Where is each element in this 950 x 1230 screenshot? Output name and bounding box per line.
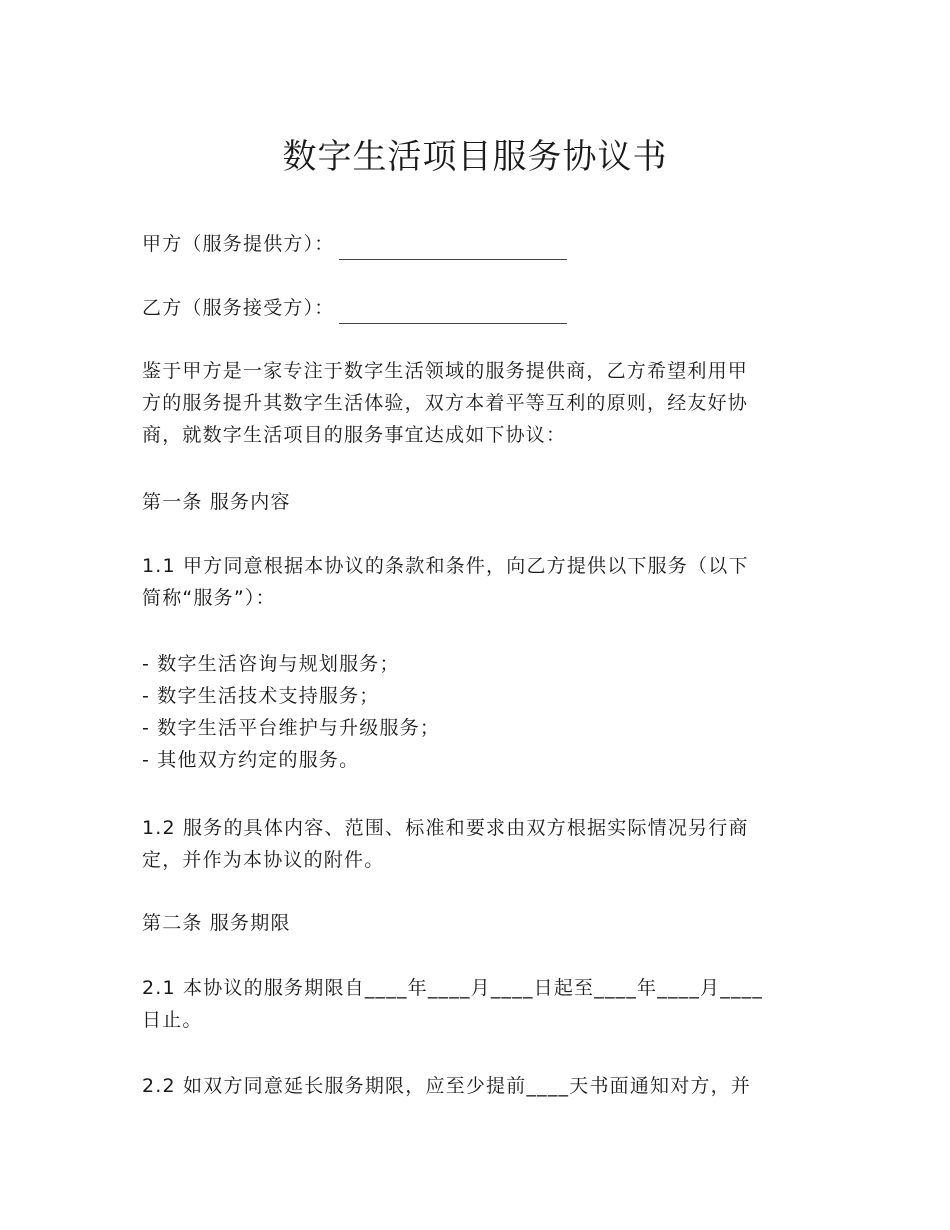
list-item: - 数字生活技术支持服务； bbox=[142, 685, 380, 707]
clause-line: 1.2 服务的具体内容、范围、标准和要求由双方根据实际情况另行商 bbox=[142, 817, 749, 839]
party-b-label: 乙方（服务接受方）： bbox=[142, 297, 335, 319]
clause-1-2 bbox=[142, 812, 802, 876]
document-title: 数字生活项目服务协议书 bbox=[282, 137, 668, 177]
party-b-blank bbox=[339, 301, 567, 324]
clause-line: 2.2 如双方同意延长服务期限，应至少提前____天书面通知对方，并 bbox=[142, 1075, 752, 1097]
clause-line: 定，并作为本协议的附件。 bbox=[142, 849, 385, 871]
clause-line: 日止。 bbox=[142, 1009, 203, 1031]
preamble-line: 商，就数字生活项目的服务事宜达成如下协议： bbox=[142, 424, 567, 446]
article-2-heading: 第二条 服务期限 bbox=[142, 912, 291, 934]
services-list bbox=[142, 648, 802, 776]
preamble-line: 方的服务提升其数字生活体验，双方本着平等互利的原则，经友好协 bbox=[142, 392, 749, 414]
list-item: - 数字生活平台维护与升级服务； bbox=[142, 717, 441, 739]
party-b-line bbox=[142, 292, 802, 324]
clause-line: 简称“服务”）： bbox=[142, 587, 276, 609]
party-a-blank bbox=[339, 237, 567, 260]
clause-line: 2.1 本协议的服务期限自____年____月____日起至____年____月____ bbox=[142, 977, 764, 999]
clause-1-1 bbox=[142, 550, 802, 614]
clause-2-1 bbox=[142, 972, 802, 1036]
list-item: - 其他双方约定的服务。 bbox=[142, 749, 360, 771]
clause-2-2 bbox=[142, 1070, 802, 1102]
preamble-line: 鉴于甲方是一家专注于数字生活领域的服务提供商，乙方希望利用甲 bbox=[142, 360, 749, 382]
list-item: - 数字生活咨询与规划服务； bbox=[142, 653, 400, 675]
party-a-line bbox=[142, 228, 802, 260]
party-a-label: 甲方（服务提供方）： bbox=[142, 233, 335, 255]
article-1-heading: 第一条 服务内容 bbox=[142, 491, 291, 513]
preamble-paragraph bbox=[142, 355, 802, 451]
clause-line: 1.1 甲方同意根据本协议的条款和条件，向乙方提供以下服务（以下 bbox=[142, 555, 749, 577]
